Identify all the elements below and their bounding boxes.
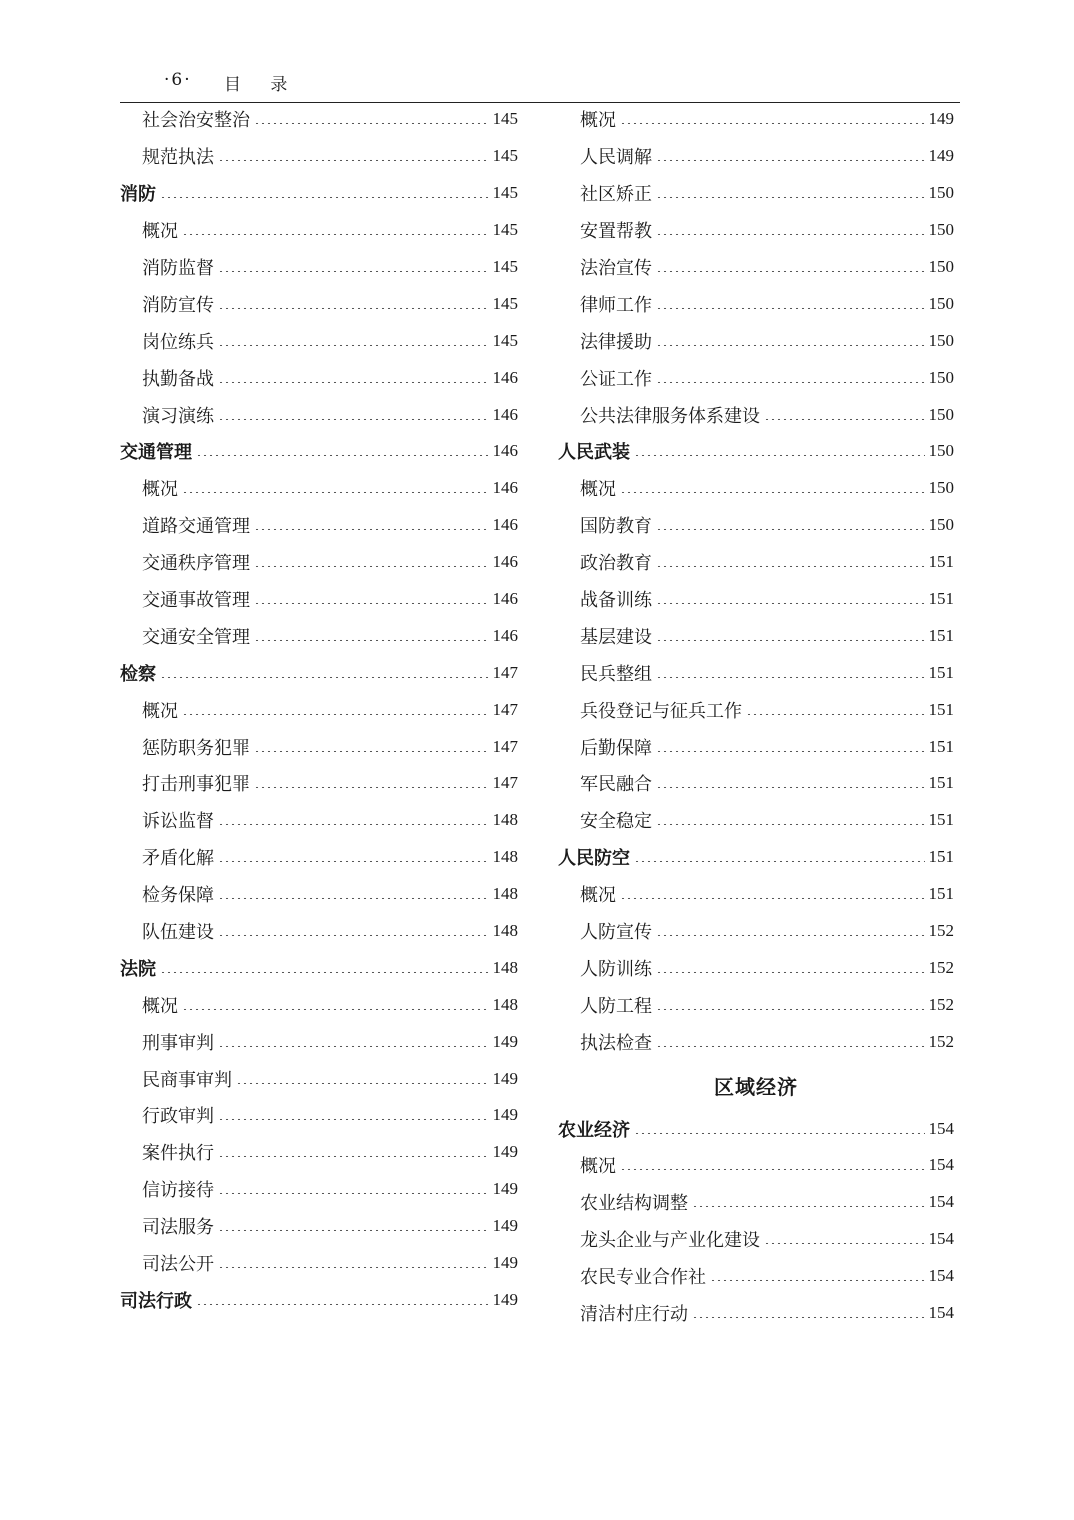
toc-entry-page: 149 (928, 109, 954, 129)
toc-entry[interactable] (558, 285, 954, 322)
dot-leader (656, 668, 925, 678)
toc-entry-label: 法治宣传 (580, 258, 652, 279)
toc-entry-label: 清洁村庄行动 (580, 1304, 688, 1326)
dot-leader (218, 410, 489, 420)
toc-entry[interactable] (558, 949, 954, 986)
toc-entry-label: 司法行政 (120, 1290, 192, 1312)
toc-entry-page: 154 (928, 1155, 954, 1175)
toc-entry[interactable] (558, 359, 954, 396)
toc-entry-label: 概况 (142, 479, 178, 501)
dot-leader (254, 778, 489, 788)
toc-entry-page: 151 (928, 847, 954, 867)
toc-entry[interactable] (558, 1295, 954, 1332)
toc-entry[interactable] (120, 913, 518, 950)
dot-leader (656, 1037, 925, 1047)
toc-entry-label: 岗位练兵 (142, 331, 214, 353)
dot-leader (656, 1000, 925, 1010)
toc-entry-page: 152 (928, 1031, 954, 1051)
dot-leader (218, 852, 489, 862)
toc-left-column (120, 101, 518, 1318)
toc-section-heading[interactable] (120, 175, 518, 212)
toc-entry[interactable] (558, 1184, 954, 1221)
toc-entry[interactable] (120, 617, 518, 654)
toc-entry-page: 145 (492, 146, 518, 166)
toc-entry[interactable] (120, 1134, 518, 1171)
toc-entry-page: 146 (492, 478, 518, 498)
toc-entry[interactable] (558, 1221, 954, 1258)
dot-leader (160, 188, 489, 198)
toc-section-heading[interactable] (120, 654, 518, 691)
toc-entry-page: 146 (492, 625, 518, 645)
toc-entry-label: 社区矫正 (580, 184, 652, 206)
toc-entry[interactable] (120, 285, 518, 322)
toc-entry[interactable] (120, 249, 518, 286)
dot-leader (218, 1184, 489, 1194)
dot-leader (692, 1308, 925, 1318)
toc-entry-label: 概况 (142, 995, 178, 1017)
toc-entry[interactable] (558, 1258, 954, 1295)
toc-entry-page: 150 (928, 478, 954, 498)
toc-right-column (558, 101, 954, 1332)
toc-entry-label: 交通安全管理 (142, 626, 250, 648)
dot-leader (710, 1271, 925, 1281)
toc-entry[interactable] (120, 1060, 518, 1097)
toc-entry-label: 道路交通管理 (142, 516, 250, 538)
toc-entry-page: 145 (492, 293, 518, 313)
toc-entry-page: 151 (928, 625, 954, 645)
section-title: 区域经济 (714, 1074, 798, 1099)
toc-entry-label: 信访接待 (142, 1180, 214, 1202)
toc-entry-label: 战备训练 (580, 590, 652, 612)
toc-entry[interactable] (558, 1147, 954, 1184)
toc-entry[interactable] (120, 359, 518, 396)
dot-leader (182, 705, 489, 715)
toc-entry-page: 150 (928, 404, 954, 424)
toc-entry-label: 龙头企业与产业化建设 (580, 1230, 760, 1252)
dot-leader (218, 815, 489, 825)
toc-entry[interactable] (120, 1023, 518, 1060)
toc-entry[interactable] (120, 322, 518, 359)
toc-entry-page: 147 (492, 736, 518, 756)
toc-entry-label: 农民专业合作社 (580, 1267, 706, 1289)
toc-section-heading[interactable] (120, 949, 518, 986)
toc-entry-page: 150 (928, 515, 954, 535)
dot-leader (254, 594, 489, 604)
toc-entry-page: 152 (928, 957, 954, 977)
toc-entry-label: 法院 (120, 958, 156, 980)
toc-section-heading[interactable] (120, 433, 518, 470)
toc-entry-label: 律师工作 (580, 294, 652, 316)
toc-entry-label: 军民融合 (580, 774, 652, 796)
dot-leader (196, 446, 489, 456)
dot-leader (218, 1221, 489, 1231)
toc-entry-label: 案件执行 (142, 1143, 214, 1165)
toc-entry[interactable] (558, 913, 954, 950)
toc-entry[interactable] (120, 802, 518, 839)
toc-entry[interactable] (558, 986, 954, 1023)
toc-entry[interactable] (558, 1023, 954, 1060)
toc-entry-page: 151 (928, 589, 954, 609)
toc-entry[interactable] (558, 544, 954, 581)
toc-entry-label: 社会治安整治 (142, 110, 250, 132)
toc-entry-label: 消防宣传 (142, 294, 214, 316)
page-header (120, 70, 960, 103)
toc-entry-page: 148 (492, 957, 518, 977)
toc-entry-page: 151 (928, 736, 954, 756)
toc-entry-page: 149 (928, 146, 954, 166)
dot-leader (656, 336, 925, 346)
toc-entry-page: 145 (492, 109, 518, 129)
toc-entry[interactable] (120, 470, 518, 507)
dot-leader (764, 410, 925, 420)
toc-entry-page: 149 (492, 1068, 518, 1088)
toc-entry[interactable] (558, 581, 954, 618)
toc-entry-page: 148 (492, 884, 518, 904)
dot-leader (254, 114, 489, 124)
dot-leader (656, 631, 925, 641)
toc-entry-label: 执法检查 (580, 1032, 652, 1054)
toc-entry[interactable] (120, 986, 518, 1023)
dot-leader (236, 1074, 489, 1084)
dot-leader (620, 1160, 925, 1170)
toc-entry[interactable] (120, 396, 518, 433)
dot-leader (182, 225, 489, 235)
toc-entry-label: 概况 (580, 885, 616, 907)
toc-entry[interactable] (120, 728, 518, 765)
dot-leader (656, 557, 925, 567)
toc-entry[interactable] (558, 101, 954, 138)
toc-entry-page: 145 (492, 220, 518, 240)
toc-entry-label: 执勤备战 (142, 368, 214, 390)
toc-entry[interactable] (558, 802, 954, 839)
toc-section-heading[interactable] (120, 1282, 518, 1319)
toc-entry-label: 司法服务 (142, 1217, 214, 1239)
dot-leader (254, 631, 489, 641)
toc-entry-label: 基层建设 (580, 626, 652, 648)
toc-entry-page: 147 (492, 773, 518, 793)
toc-entry-page: 146 (492, 404, 518, 424)
toc-entry-label: 法律援助 (580, 331, 652, 353)
toc-entry-label: 行政审判 (142, 1106, 214, 1128)
dot-leader (656, 373, 925, 383)
toc-entry[interactable] (558, 396, 954, 433)
toc-entry-label: 消防监督 (142, 258, 214, 279)
toc-entry-page: 154 (928, 1303, 954, 1323)
dot-leader (656, 520, 925, 530)
toc-entry-page: 151 (928, 662, 954, 682)
toc-entry-page: 150 (928, 441, 954, 461)
toc-entry[interactable] (558, 175, 954, 212)
toc-entry[interactable] (120, 544, 518, 581)
toc-entry-page: 147 (492, 699, 518, 719)
toc-entry-label: 人民防空 (558, 848, 630, 870)
toc-entry[interactable] (558, 322, 954, 359)
toc-entry-label: 人民调解 (580, 147, 652, 169)
toc-entry-page: 149 (492, 1179, 518, 1199)
toc-entry-page: 148 (492, 810, 518, 830)
toc-entry-page: 147 (492, 662, 518, 682)
dot-leader (656, 742, 925, 752)
toc-entry-label: 消防 (120, 184, 156, 206)
toc-entry[interactable] (558, 876, 954, 913)
toc-entry-page: 145 (492, 257, 518, 276)
toc-entry-label: 人防宣传 (580, 922, 652, 944)
dot-leader (656, 963, 925, 973)
toc-entry-page: 152 (928, 921, 954, 941)
toc-entry-page: 148 (492, 994, 518, 1014)
toc-entry-page: 148 (492, 847, 518, 867)
toc-entry-label: 民商事审判 (142, 1069, 232, 1091)
toc-entry[interactable] (120, 507, 518, 544)
toc-entry-label: 兵役登记与征兵工作 (580, 700, 742, 722)
toc-entry-page: 149 (492, 1289, 518, 1309)
dot-leader (656, 778, 925, 788)
dot-leader (656, 594, 925, 604)
dot-leader (656, 225, 925, 235)
dot-leader (196, 1295, 489, 1305)
toc-entry-page: 149 (492, 1105, 518, 1125)
dot-leader (218, 926, 489, 936)
toc-entry[interactable] (120, 138, 518, 175)
toc-entry-page: 146 (492, 515, 518, 535)
toc-entry-label: 惩防职务犯罪 (142, 737, 250, 759)
toc-entry-label: 政治教育 (580, 553, 652, 575)
toc-entry[interactable] (558, 212, 954, 249)
toc-entry[interactable] (120, 839, 518, 876)
toc-entry-label: 司法公开 (142, 1254, 214, 1276)
toc-entry-label: 人防训练 (580, 958, 652, 980)
dot-leader (620, 483, 925, 493)
dot-leader (656, 299, 925, 309)
dot-leader (254, 520, 489, 530)
toc-entry-page: 152 (928, 994, 954, 1014)
toc-entry-label: 打击刑事犯罪 (142, 774, 250, 796)
toc-entry-page: 145 (492, 330, 518, 350)
toc-entry-label: 农业结构调整 (580, 1193, 688, 1215)
dot-leader (218, 1110, 489, 1120)
toc-entry[interactable] (120, 765, 518, 802)
toc-entry-page: 150 (928, 257, 954, 276)
toc-entry[interactable] (558, 691, 954, 728)
toc-entry-page: 150 (928, 293, 954, 313)
dot-leader (634, 852, 925, 862)
dot-leader (218, 889, 489, 899)
toc-entry[interactable] (558, 728, 954, 765)
toc-entry[interactable] (558, 249, 954, 286)
toc-entry[interactable] (120, 691, 518, 728)
dot-leader (160, 963, 489, 973)
toc-section-heading[interactable] (558, 433, 954, 470)
toc-entry-label: 公证工作 (580, 368, 652, 390)
toc-entry-page: 149 (492, 1216, 518, 1236)
dot-leader (764, 1234, 925, 1244)
toc-section-heading[interactable] (558, 839, 954, 876)
toc-entry[interactable] (120, 581, 518, 618)
toc-entry-label: 演习演练 (142, 405, 214, 427)
toc-entry-page: 151 (928, 699, 954, 719)
dot-leader (160, 668, 489, 678)
toc-entry-label: 规范执法 (142, 147, 214, 169)
toc-entry-page: 150 (928, 330, 954, 350)
dot-leader (656, 262, 925, 272)
toc-entry[interactable] (558, 654, 954, 691)
toc-entry-page: 154 (928, 1229, 954, 1249)
page-number: ·6· (164, 70, 192, 90)
toc-entry-label: 人民武装 (558, 442, 630, 464)
dot-leader (634, 1124, 925, 1134)
dot-leader (218, 1147, 489, 1157)
toc-entry[interactable] (558, 617, 954, 654)
toc-entry-label: 国防教育 (580, 516, 652, 538)
toc-entry-page: 154 (928, 1192, 954, 1212)
dot-leader (182, 1000, 489, 1010)
toc-entry-label: 概况 (142, 221, 178, 243)
toc-entry-page: 151 (928, 810, 954, 830)
toc-entry[interactable] (558, 765, 954, 802)
toc-entry-label: 概况 (580, 110, 616, 132)
toc-entry-label: 刑事审判 (142, 1032, 214, 1054)
dot-leader (746, 705, 925, 715)
toc-entry-page: 146 (492, 441, 518, 461)
dot-leader (218, 299, 489, 309)
toc-entry-page: 150 (928, 183, 954, 203)
dot-leader (254, 557, 489, 567)
toc-entry-label: 检察 (120, 663, 156, 685)
toc-entry-page: 154 (928, 1118, 954, 1138)
toc-entry-label: 矛盾化解 (142, 848, 214, 870)
dot-leader (218, 336, 489, 346)
dot-leader (218, 1258, 489, 1268)
dot-leader (656, 188, 925, 198)
dot-leader (218, 151, 489, 161)
toc-section-heading[interactable] (558, 1110, 954, 1147)
toc-entry-label: 后勤保障 (580, 737, 652, 759)
dot-leader (620, 114, 925, 124)
toc-entry-page: 154 (928, 1266, 954, 1286)
toc-entry-label: 诉讼监督 (142, 811, 214, 833)
toc-entry-label: 交通管理 (120, 442, 192, 464)
toc-entry-page: 151 (928, 773, 954, 793)
toc-entry-page: 146 (492, 552, 518, 572)
dot-leader (656, 926, 925, 936)
toc-entry-page: 146 (492, 589, 518, 609)
toc-entry[interactable] (120, 1097, 518, 1134)
toc-entry[interactable] (120, 1245, 518, 1282)
toc-entry-label: 检务保障 (142, 885, 214, 907)
dot-leader (634, 446, 925, 456)
toc-entry[interactable] (120, 1171, 518, 1208)
toc-entry-page: 146 (492, 367, 518, 387)
dot-leader (182, 483, 489, 493)
toc-right-entries (558, 101, 954, 1060)
toc-entry-label: 概况 (142, 700, 178, 722)
toc-entry-label: 民兵整组 (580, 663, 652, 685)
toc-entry-page: 149 (492, 1253, 518, 1273)
toc-entry-label: 交通事故管理 (142, 590, 250, 612)
toc-entry[interactable] (120, 212, 518, 249)
toc-entry-label: 农业经济 (558, 1119, 630, 1141)
toc-entry-label: 安全稳定 (580, 811, 652, 833)
toc-entry-page: 149 (492, 1142, 518, 1162)
header-title: 目 录 (224, 75, 300, 95)
dot-leader (656, 815, 925, 825)
toc-entry-page: 148 (492, 921, 518, 941)
toc-entry-label: 交通秩序管理 (142, 553, 250, 575)
dot-leader (218, 262, 489, 272)
dot-leader (620, 889, 925, 899)
toc-entry[interactable] (120, 876, 518, 913)
dot-leader (218, 1037, 489, 1047)
toc-entry-page: 149 (492, 1031, 518, 1051)
toc-entry-label: 人防工程 (580, 995, 652, 1017)
toc-entry-label: 安置帮教 (580, 221, 652, 243)
dot-leader (692, 1197, 925, 1207)
dot-leader (218, 373, 489, 383)
dot-leader (656, 151, 925, 161)
toc-entry-label: 概况 (580, 1156, 616, 1178)
toc-entry[interactable] (120, 101, 518, 138)
toc-entry-page: 150 (928, 367, 954, 387)
toc-entry[interactable] (558, 507, 954, 544)
toc-entry-label: 概况 (580, 479, 616, 501)
toc-entry[interactable] (120, 1208, 518, 1245)
dot-leader (254, 742, 489, 752)
toc-entry-label: 队伍建设 (142, 922, 214, 944)
toc-entry[interactable] (558, 138, 954, 175)
toc-entry-page: 151 (928, 884, 954, 904)
toc-entry-page: 151 (928, 552, 954, 572)
toc-entry-page: 145 (492, 183, 518, 203)
toc-entry[interactable] (558, 470, 954, 507)
toc-entry-page: 150 (928, 220, 954, 240)
toc-entry-label: 公共法律服务体系建设 (580, 405, 760, 427)
toc-section-entries (558, 1110, 954, 1331)
